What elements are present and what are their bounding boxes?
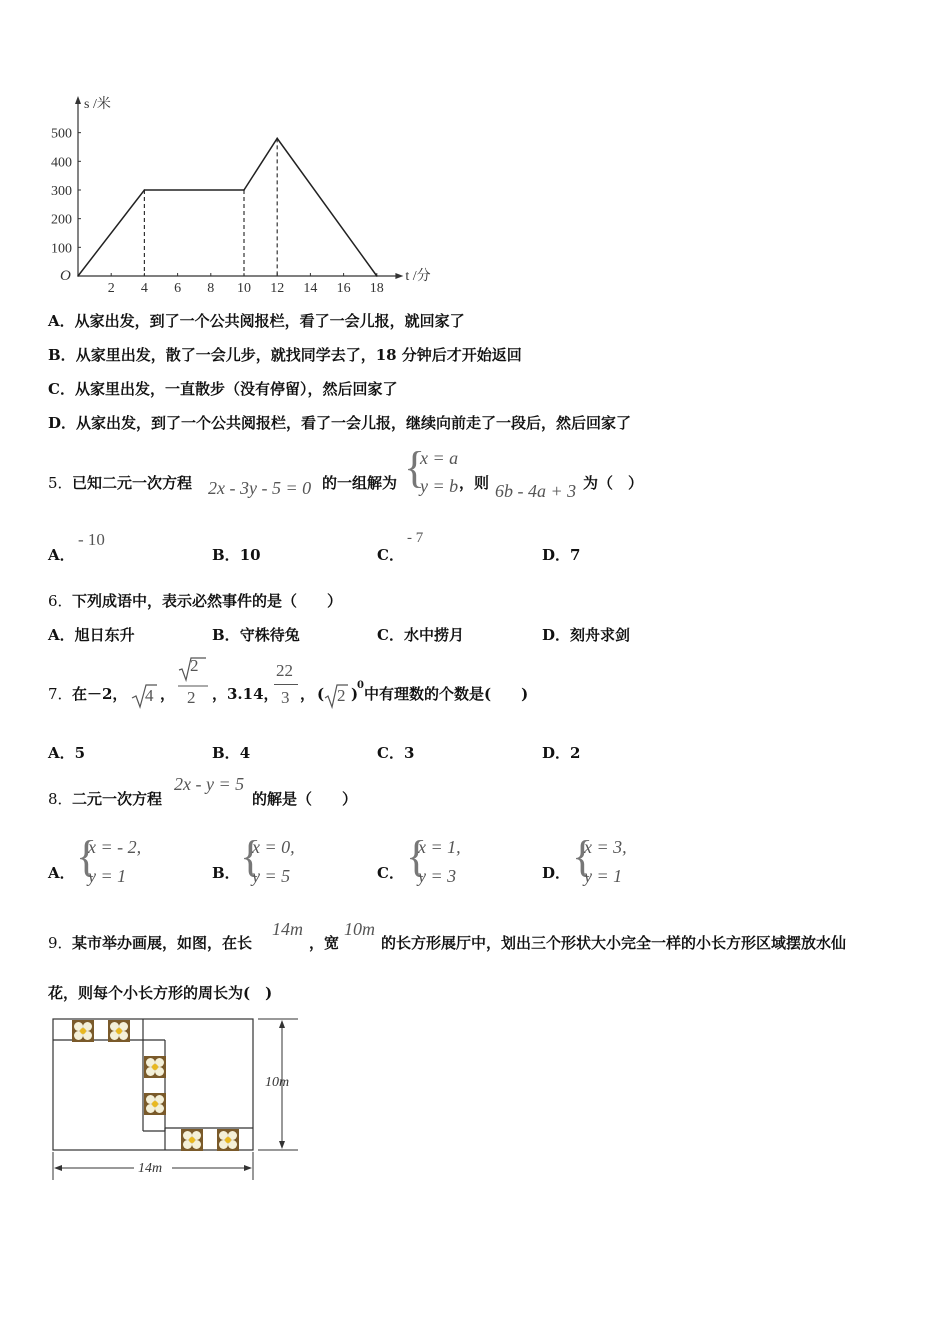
option-letter: D． [542, 744, 571, 762]
option-letter: B． [212, 626, 240, 644]
q7-option-a [48, 742, 85, 763]
q8-option-a-letter: A． [48, 864, 75, 882]
x-tick-label: 6 [174, 281, 182, 296]
y-tick-label: 100 [51, 241, 72, 257]
flower-icon [181, 1129, 203, 1151]
q8-option-c-line1: x = 1, [418, 837, 461, 857]
fraction-bar [274, 684, 298, 685]
fraction-22-numerator: 22 [276, 661, 293, 680]
option-brace: { [572, 832, 594, 881]
y-tick-label: 400 [51, 155, 72, 171]
exponent: 0 [357, 680, 364, 691]
option-brace: { [240, 832, 262, 881]
option-letter: A． [48, 744, 75, 762]
distance-line-series [78, 138, 377, 276]
comma: ， [300, 685, 316, 703]
q8-suffix: 的解是（ ） [252, 790, 358, 808]
q5-option-b [212, 544, 261, 565]
q4-option-d [48, 413, 631, 433]
option-letter: C． [48, 380, 75, 398]
flower-icon [217, 1129, 239, 1151]
width-label: 14m [138, 1161, 163, 1176]
q7-option-d [542, 742, 580, 763]
y-tick-label: 300 [51, 183, 72, 199]
flower-icon [108, 1020, 130, 1042]
fraction-sqrt-radicand: 2 [190, 656, 199, 675]
x-tick-label: 16 [336, 281, 351, 296]
data-point [77, 275, 79, 277]
option-letter: C． [377, 744, 404, 762]
option-letter: D． [48, 414, 77, 432]
sqrt-4-radicand: 4 [145, 686, 154, 705]
q5-system-line2: y = b [420, 476, 459, 496]
q5-option-c-value: - 7 [407, 530, 424, 546]
option-value: 守株待兔 [239, 626, 300, 644]
q5-option-a-letter: A． [48, 546, 75, 564]
q5-expression: 6b - 4a + 3 [495, 481, 577, 501]
option-letter: A． [48, 312, 75, 330]
fraction-3-denominator: 3 [281, 688, 290, 707]
q8-option-a-line2: y = 1 [88, 866, 127, 886]
q6-number: 6． [48, 592, 73, 610]
q8-equation: 2x - y = 5 [174, 774, 245, 794]
data-point [144, 189, 146, 191]
option-value: 10 [239, 546, 261, 564]
q8-option-c-line2: y = 3 [418, 866, 457, 886]
option-value: 刻舟求剑 [570, 626, 631, 644]
q8-option-d-line2: y = 1 [584, 866, 623, 886]
q4-option-c [48, 379, 397, 399]
distance-time-graph [40, 92, 431, 296]
q9-line2: 花，则每个小长方形的周长为( ) [48, 984, 273, 1002]
option-value: 3 [403, 744, 415, 762]
option-value: 5 [74, 744, 86, 762]
q9-number: 9． [48, 934, 73, 952]
y-tick-label: 200 [51, 212, 72, 228]
option-letter: B． [212, 744, 240, 762]
q7-option-b [212, 742, 250, 763]
comma: ， [160, 685, 176, 703]
x-tick-label: 4 [140, 281, 148, 296]
q8-option-c-letter: C． [377, 864, 404, 882]
q8-option-a-line1: x = - 2, [88, 837, 142, 857]
q8-option-b-line1: x = 0, [252, 837, 295, 857]
option-letter: C． [377, 626, 404, 644]
q4-option-a [48, 311, 465, 331]
q8-option-b-letter: B． [212, 864, 240, 882]
flower-icon [72, 1020, 94, 1042]
option-value: 4 [239, 744, 251, 762]
close-paren: ) [351, 685, 359, 703]
option-value: 水中捞月 [403, 626, 464, 644]
x-tick-label: 10 [237, 281, 251, 296]
option-brace: { [76, 832, 98, 881]
option-value: 7 [570, 546, 581, 564]
q8-prefix: 二元一次方程 [72, 790, 163, 808]
q5-middle: 的一组解为 [322, 474, 398, 492]
x-tick-label: 2 [107, 281, 115, 296]
q5-option-d [542, 544, 580, 565]
sqrt-2-radicand: 2 [337, 686, 346, 705]
y-axis-label: s /米 [84, 97, 111, 112]
option-value: 旭日东升 [74, 626, 135, 644]
option-letter: A． [48, 626, 75, 644]
q8-option-b-line2: y = 5 [252, 866, 291, 886]
option-letter: D． [542, 546, 571, 564]
flower-icon [144, 1093, 166, 1115]
q7-prefix: 在－2， [72, 685, 128, 703]
option-text: 从家出发，到了一个公共阅报栏，看了一会儿报，就回家了 [74, 312, 465, 330]
q9-length: 14m [272, 919, 303, 939]
y-tick-label: 500 [51, 126, 72, 142]
q9-width: 10m [344, 919, 375, 939]
q5-number: 5． [48, 474, 73, 492]
q5-option-c-letter: C． [377, 546, 404, 564]
q7-number: 7． [48, 685, 73, 703]
x-tick-label: 18 [369, 281, 384, 296]
q8-option-d-letter: D． [542, 864, 571, 882]
q5-system-brace: { [404, 443, 426, 492]
q5-equation: 2x - 3y - 5 = 0 [208, 478, 312, 498]
option-text: 从家里出发，散了一会儿步，就找同学去了，18 分钟后才开始返回 [75, 346, 522, 364]
open-paren: ( [317, 685, 325, 703]
q9-prefix: 某市举办画展，如图，在长 [72, 934, 253, 952]
option-letter: D． [542, 626, 571, 644]
flower-icon [144, 1056, 166, 1078]
y-axis-arrow [75, 96, 81, 104]
option-letter: B． [48, 346, 76, 364]
q6-text: 下列成语中，表示必然事件的是（ ） [72, 592, 343, 610]
x-axis-arrow [395, 273, 403, 279]
option-letter: B． [212, 546, 240, 564]
q7-option-c [377, 742, 414, 763]
q7-suffix: 中有理数的个数是( ) [364, 685, 529, 703]
option-brace: { [406, 832, 428, 881]
option-value: 2 [570, 744, 581, 762]
q8-option-d-line1: x = 3, [584, 837, 627, 857]
q8-number: 8． [48, 790, 73, 808]
origin-label: O [60, 268, 71, 284]
x-axis-label: t /分 [405, 269, 431, 284]
q4-option-b [48, 345, 522, 365]
q6-option-c [377, 624, 464, 645]
q6-option-b [212, 624, 300, 645]
option-text: 从家出发，到了一个公共阅报栏，看了一会儿报，继续向前走了一段后，然后回家了 [76, 414, 632, 432]
x-tick-label: 14 [303, 281, 318, 296]
q5-prefix: 已知二元一次方程 [72, 474, 193, 492]
q6-option-d [542, 624, 630, 645]
q5-suffix: 为（ ） [583, 474, 644, 492]
q5-then: ，则 [459, 474, 490, 492]
option-text: 从家里出发，一直散步（没有停留），然后回家了 [74, 380, 398, 398]
q9-suffix: 的长方形展厅中，划出三个形状大小完全一样的小长方形区域摆放水仙 [381, 934, 847, 952]
fraction-denominator: 2 [187, 688, 196, 707]
q9-middle: ，宽 [309, 934, 340, 952]
q5-system-line1: x = a [420, 448, 459, 468]
x-tick-label: 8 [207, 281, 215, 296]
height-label: 10m [265, 1075, 290, 1090]
q5-option-a-value: - 10 [78, 530, 105, 549]
data-point [376, 275, 378, 277]
q6-option-a [48, 624, 135, 645]
q7-middle: ，3.14， [212, 685, 279, 703]
data-point [243, 189, 245, 191]
data-point [276, 138, 278, 140]
x-tick-label: 12 [270, 281, 285, 296]
